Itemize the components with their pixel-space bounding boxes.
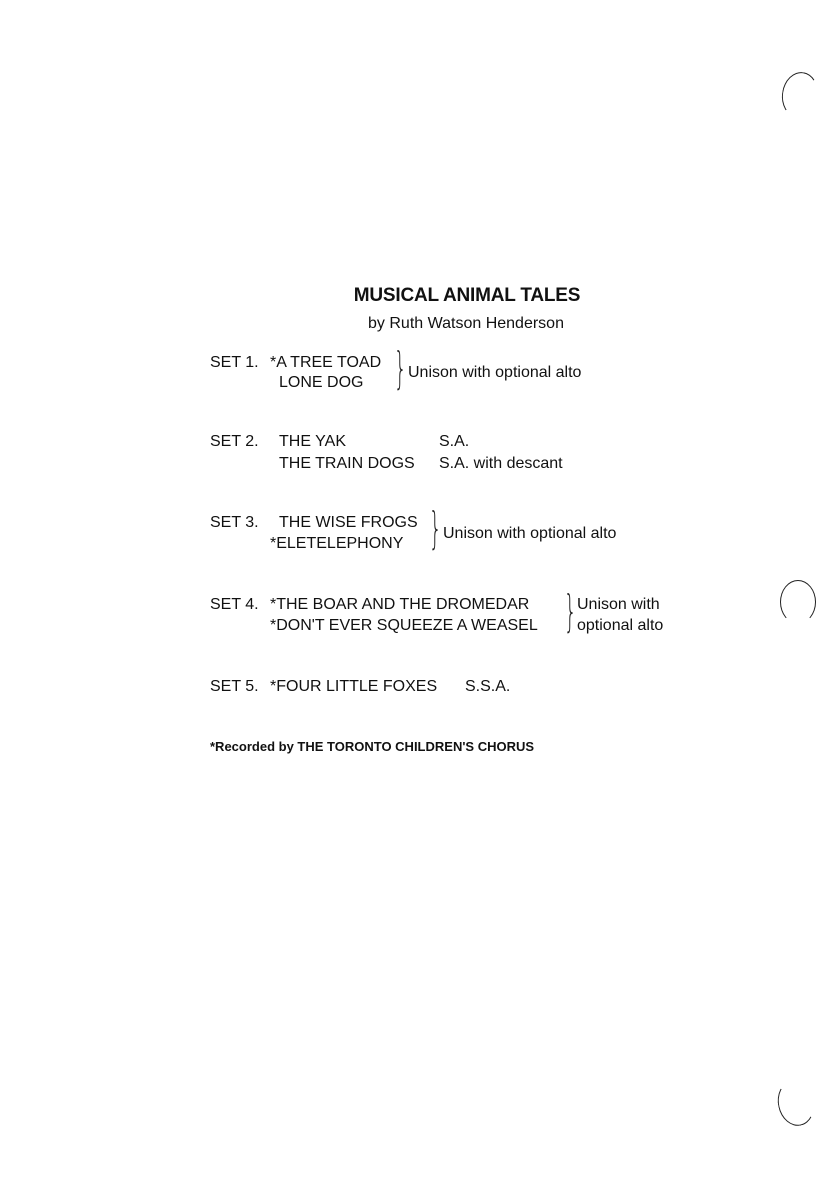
set-2-song-1: THE YAK xyxy=(279,433,346,450)
binder-hole-middle xyxy=(780,580,816,624)
set-2-voicing-1: S.A. xyxy=(439,433,470,450)
set-4-song-2: *DON'T EVER SQUEEZE A WEASEL xyxy=(270,617,538,634)
set-4-song-1: *THE BOAR AND THE DROMEDAR xyxy=(270,596,530,613)
set-4-brace: } xyxy=(564,586,577,637)
footnote: *Recorded by THE TORONTO CHILDREN'S CHORUS xyxy=(210,739,535,754)
set-3-brace: } xyxy=(429,503,442,554)
set-1-song-1: *A TREE TOAD xyxy=(270,354,382,371)
set-2-label: SET 2. xyxy=(210,433,259,450)
set-1-label: SET 1. xyxy=(210,354,259,371)
set-3-song-1: THE WISE FROGS xyxy=(279,514,418,531)
set-2-song-2: THE TRAIN DOGS xyxy=(279,455,415,472)
page-subtitle: by Ruth Watson Henderson xyxy=(368,315,564,332)
set-4-voicing-line-2: optional alto xyxy=(577,617,664,634)
set-5-voicing: S.S.A. xyxy=(465,678,511,695)
set-2-voicing-2: S.A. with descant xyxy=(439,455,563,472)
set-1-song-2: LONE DOG xyxy=(279,374,364,391)
set-3-label: SET 3. xyxy=(210,514,259,531)
set-4-voicing-line-1: Unison with xyxy=(577,596,660,613)
binder-hole-bottom xyxy=(774,1077,819,1129)
set-5-song-1: *FOUR LITTLE FOXES xyxy=(270,678,438,695)
set-4-label: SET 4. xyxy=(210,596,259,613)
binder-hole-top xyxy=(779,70,821,121)
set-3-song-2: *ELETELEPHONY xyxy=(270,535,404,552)
set-1-voicing: Unison with optional alto xyxy=(408,364,582,381)
set-1-brace: } xyxy=(394,343,407,394)
set-5-label: SET 5. xyxy=(210,678,259,695)
set-3-voicing: Unison with optional alto xyxy=(443,525,617,542)
page-title: MUSICAL ANIMAL TALES xyxy=(353,285,581,306)
